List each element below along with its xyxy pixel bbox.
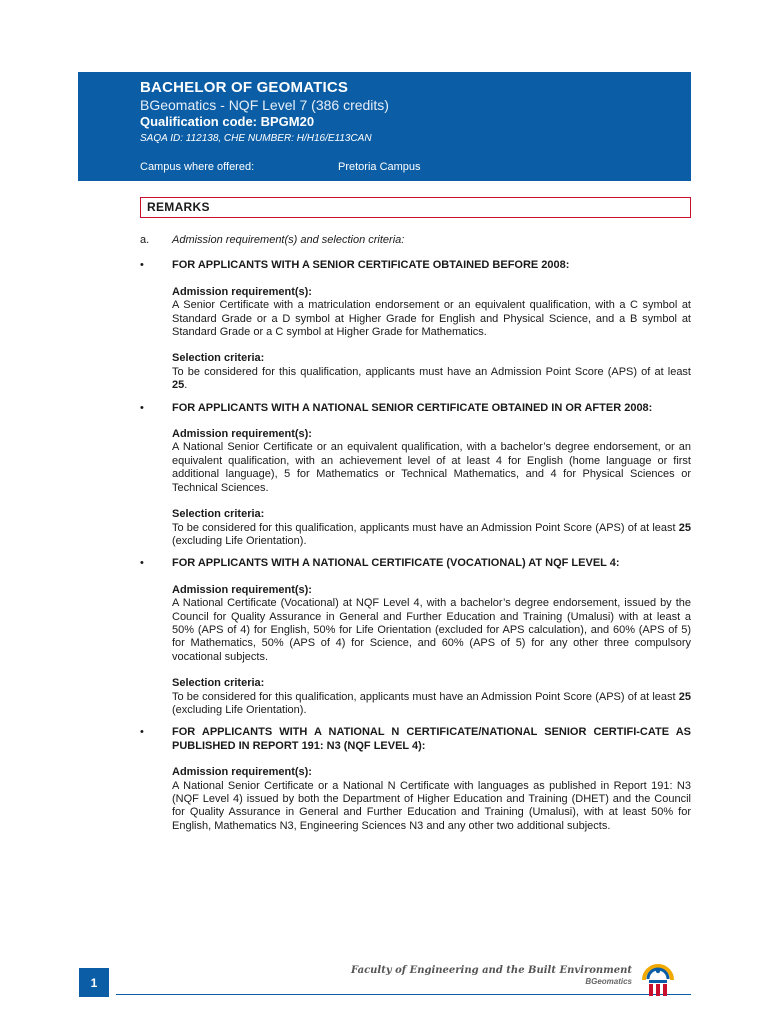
admission-text: A National Senior Certificate or a National N Certificate with languages as published in Report 191: N3 (NQF Level 4) issued by both the Department of Higher Education and Training (DHET) and the Council for Quality Assurance in General and Further Education and Training (Umalusi), with at least 50% for English, Mathematics N3, Engineering Sciences N3 and any other two additional subjects. [172,779,691,832]
section-senior-certificate [140,259,691,392]
intro-text: Admission requirement(s) and selection criteria: [172,234,405,246]
bullet: • [140,557,144,570]
section-national-certificate-vocational [140,557,691,717]
remarks-heading: REMARKS [140,197,691,218]
page-number: 1 [79,968,109,997]
selection-heading: Selection criteria: [172,352,265,365]
aps-score: 25 [678,690,691,703]
section-heading: FOR APPLICANTS WITH A SENIOR CERTIFICATE OBTAINED BEFORE 2008: [172,259,570,272]
campus-value: Pretoria Campus [338,161,421,173]
section-national-senior-certificate [140,402,691,549]
admission-text: A National Senior Certificate or an equivalent qualification, with a bachelor’s degree endorsement, or an equivalent qualification, with an achievement level of at least 4 for English (home language or first additional language), 5 for Mathematics or Technical Mathematics, and 4 for Physical Sciences or Technical Sciences. [172,441,691,494]
aps-score: 25 [172,379,185,392]
bullet: • [140,726,144,739]
admission-heading: Admission requirement(s): [172,766,312,779]
qualification-code: Qualification code: BPGM20 [140,114,315,129]
section-heading: FOR APPLICANTS WITH A NATIONAL SENIOR CERTIFICATE OBTAINED IN OR AFTER 2008: [172,401,653,414]
admission-heading: Admission requirement(s): [172,428,312,441]
selection-heading: Selection criteria: [172,508,265,521]
footer-divider [116,994,691,995]
faculty-name: Faculty of Engineering and the Built Environment [351,965,632,976]
bullet: • [140,401,144,414]
selection-text: To be considered for this qualification, applicants must have an Admission Point Score (APS) of at least 25 (excluding Life Orientation). [172,690,691,716]
campus-row [140,160,691,174]
section-heading: FOR APPLICANTS WITH A NATIONAL N CERTIFICATE/NATIONAL SENIOR CERTIFI-CATE AS PUBLISHED IN REPORT 191: N3 (NQF LEVEL 4): [172,726,691,752]
university-logo-icon [638,960,678,1000]
department-name: BGeomatics [585,977,632,986]
admission-text: A Senior Certificate with a matriculation endorsement or an equivalent qualification, with a C symbol at Standard Grade or a D symbol at Higher Grade for English and Physical Science, and a B symbol at Standard Grade or a C symbol at Higher Grade for Mathematics. [172,299,691,339]
campus-label: Campus where offered: [140,161,255,173]
saqa-id: SAQA ID: 112138, CHE NUMBER: H/H16/E113CAN [140,133,372,144]
bullet: • [140,259,144,272]
selection-text: To be considered for this qualification, applicants must have an Admission Point Score (APS) of at least 25. [172,365,691,392]
aps-score: 25 [678,521,691,534]
qualification-title: BACHELOR OF GEOMATICS [140,79,349,96]
selection-heading: Selection criteria: [172,677,265,690]
section-national-n-certificate [140,726,691,833]
selection-text: To be considered for this qualification, applicants must have an Admission Point Score (APS) of at least 25 (excluding Life Orientation). [172,521,691,547]
list-marker: a. [140,234,150,246]
admission-text: A National Certificate (Vocational) at NQF Level 4, with a bachelor’s degree endorsement, issued by the Council for Quality Assurance in General and Further Education and Training (Umalusi) with at least a 50% (APS of 4) for English, 50% for Life Orientation (excluded for APS calculation), and 60% (APS of 5) for Mathematics, 50% (APS of 4) for Science, and 60% (APS of 5) for any other three compulsory vocational subjects. [172,597,691,663]
intro-row [140,234,691,247]
admission-heading: Admission requirement(s): [172,583,312,596]
qualification-subtitle: BGeomatics - NQF Level 7 (386 credits) [140,97,389,113]
admission-heading: Admission requirement(s): [172,285,312,298]
remarks-body [140,234,691,842]
section-heading: FOR APPLICANTS WITH A NATIONAL CERTIFICATE (VOCATIONAL) AT NQF LEVEL 4: [172,557,620,570]
qualification-header [78,72,691,181]
